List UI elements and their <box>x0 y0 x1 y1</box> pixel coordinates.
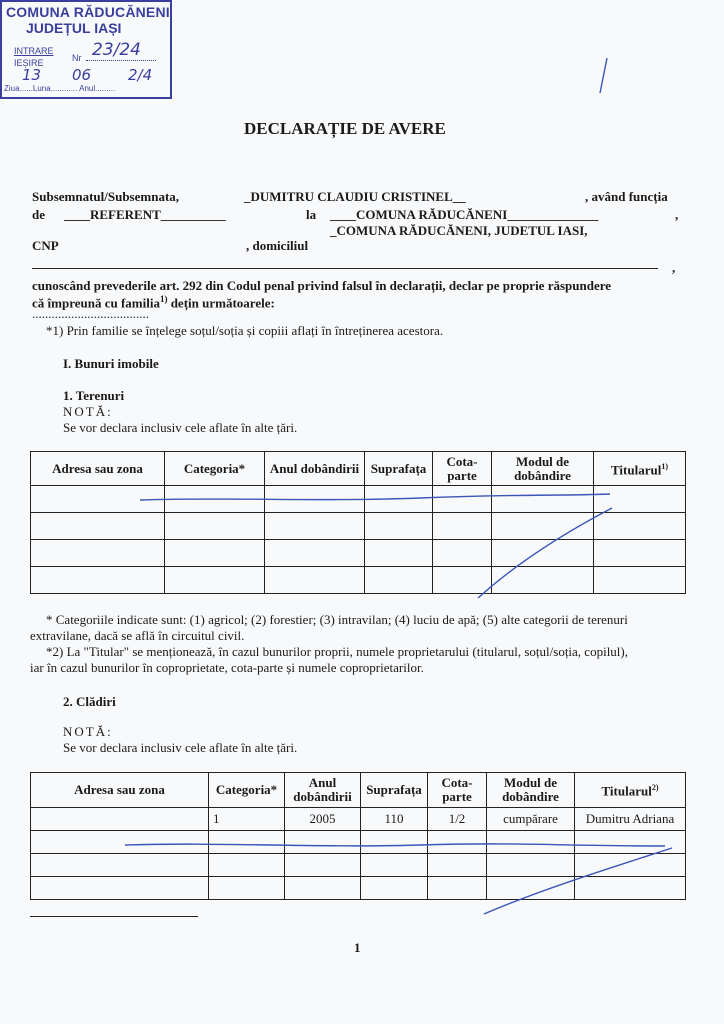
cell-adresa <box>31 808 209 831</box>
cell-modul: cumpărare <box>487 808 575 831</box>
terenuri-title: 1. Terenuri <box>63 388 125 403</box>
comma-2: , <box>672 260 676 275</box>
intro-line2-pre: că împreună cu familia <box>32 295 160 311</box>
document-title: DECLARAȚIE DE AVERE <box>244 119 446 138</box>
domiciliul-label: , domiciliul <box>246 238 309 253</box>
intro-sup: 1) <box>159 294 168 304</box>
col-modul: Modul de dobândire <box>492 452 594 486</box>
domiciliu-line <box>32 268 658 269</box>
la-label: la <box>306 207 317 222</box>
col-anul: Anul dobândirii <box>285 773 361 808</box>
cell-titular: Dumitru Adriana <box>575 808 686 831</box>
col-modul: Modul de dobândire <box>487 773 575 808</box>
col-adresa: Adresa sau zona <box>31 773 209 808</box>
col-titular <box>575 773 686 808</box>
table-row <box>31 540 686 567</box>
stamp-line2: JUDEȚUL IAȘI <box>26 20 122 36</box>
col-titular-label: Titularul <box>610 462 662 478</box>
comma-1: , <box>675 207 679 222</box>
cell-categoria: 1 <box>209 808 285 831</box>
col-titular <box>594 452 686 486</box>
col-anul: Anul dobândirii <box>265 452 365 486</box>
institutie-value-2: _COMUNA RĂDUCĂNENI, JUDETUL IASI, <box>330 223 588 238</box>
col-titular-sup: 2) <box>651 783 659 793</box>
intro-dots: .................................... <box>32 306 149 321</box>
page-number: 1 <box>354 940 361 955</box>
cell-cota: 1/2 <box>428 808 487 831</box>
table-row <box>31 567 686 594</box>
stamp-intrare: INTRARE <box>14 46 54 56</box>
col-adresa: Adresa sau zona <box>31 452 165 486</box>
terenuri-table <box>30 451 686 594</box>
cell-anul: 2005 <box>285 808 361 831</box>
col-cota: Cota-parte <box>428 773 487 808</box>
table-row <box>31 831 686 854</box>
stamp-dots <box>86 60 156 61</box>
titular-note-a: *2) La "Titular" se menționează, în cazul bunurilor proprii, numele proprietarului (titularul, soțul/soția, copilul), <box>46 644 628 659</box>
cladiri-title: 2. Clădiri <box>63 694 116 709</box>
cladiri-table <box>30 772 686 900</box>
footnote-separator <box>30 916 198 917</box>
intro-line2-post: dețin următoarele: <box>167 295 275 311</box>
table-row <box>31 877 686 900</box>
institutie-value: ____COMUNA RĂDUCĂNENI______________ <box>330 207 599 222</box>
nota-1-text: Se vor declara inclusiv cele aflate în alte țări. <box>63 420 298 435</box>
cell-suprafata: 110 <box>361 808 428 831</box>
family-footnote: *1) Prin familie se înțelege soțul/soția și copiii aflați în întreținerea acestora. <box>46 323 444 338</box>
intro-line1: cunoscând prevederile art. 292 din Codul penal privind falsul în declarații, declar pe proprie răspundere <box>32 278 612 293</box>
subsemnatul-label: Subsemnatul/Subsemnata, <box>32 189 180 204</box>
table-row <box>31 854 686 877</box>
stamp-iesire: IEȘIRE <box>14 58 44 68</box>
section-1-title: I. Bunuri imobile <box>63 356 159 371</box>
categorii-note-b: extravilane, dacă se află în circuitul civil. <box>30 628 245 643</box>
col-titular-sup: 1) <box>661 461 668 471</box>
col-suprafata: Suprafața <box>365 452 433 486</box>
categorii-note-a: * Categoriile indicate sunt: (1) agricol; (2) forestier; (3) intravilan; (4) luciu de apă; (5) alte categorii de terenuri <box>46 612 628 627</box>
stamp-line1: COMUNA RĂDUCĂNENI <box>6 4 170 20</box>
col-cota: Cota-parte <box>433 452 492 486</box>
nota-2-text: Se vor declara inclusiv cele aflate în alte țări. <box>63 740 298 755</box>
stamp-nr-label: Nr <box>72 53 82 63</box>
table-header-row <box>31 773 686 808</box>
avand-functia: , având funcția <box>585 189 668 204</box>
stamp-year: 2/4 <box>128 66 153 84</box>
pen-stroke-stamp-slash <box>600 58 607 93</box>
table-row <box>31 486 686 513</box>
stamp-nr-value: 23/24 <box>92 40 141 60</box>
table-row <box>31 808 686 831</box>
stamp-footer: Ziua......Luna............ Anul......... <box>4 84 116 93</box>
registration-stamp <box>0 0 172 99</box>
de-label: de <box>32 207 45 222</box>
cnp-label: CNP <box>32 238 59 253</box>
stamp-month: 06 <box>72 66 92 84</box>
nota-1: NOTĂ: <box>63 404 113 419</box>
stamp-day: 13 <box>22 66 42 84</box>
functie-value: ____REFERENT__________ <box>64 207 226 222</box>
col-categoria: Categoria* <box>209 773 285 808</box>
col-titular-label: Titularul <box>601 783 652 799</box>
col-suprafata: Suprafața <box>361 773 428 808</box>
declarant-name: _DUMITRU CLAUDIU CRISTINEL__ <box>244 189 466 204</box>
col-categoria: Categoria* <box>165 452 265 486</box>
titular-note-b: iar în cazul bunurilor în coproprietate, cota-parte și numele coproprietarilor. <box>30 660 424 675</box>
table-row <box>31 513 686 540</box>
table-header-row <box>31 452 686 486</box>
nota-2: NOTĂ: <box>63 724 113 739</box>
